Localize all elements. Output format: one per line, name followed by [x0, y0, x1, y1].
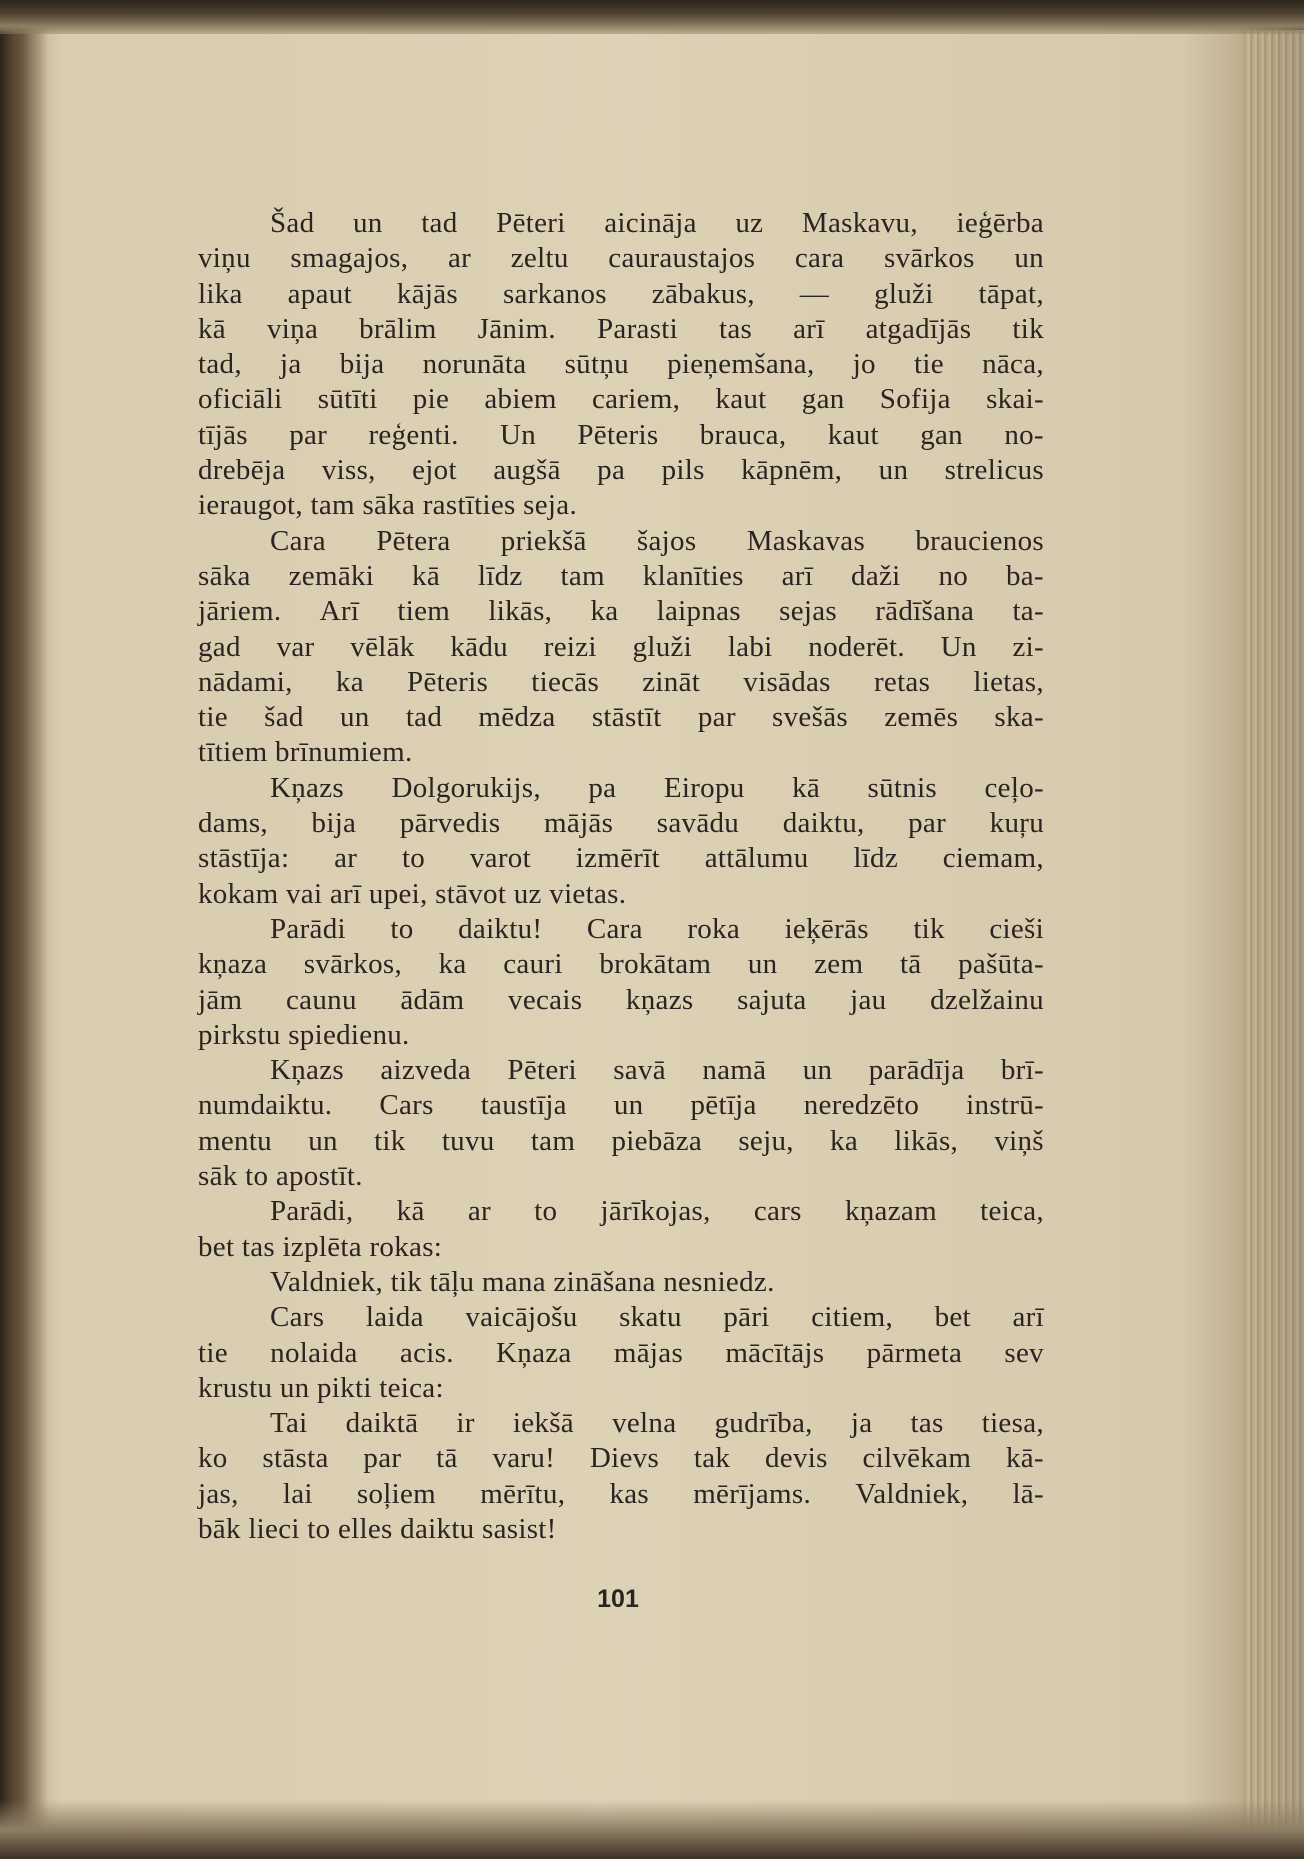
text-line: lika apaut kājās sarkanos zābakus, — gluži tāpat,	[198, 277, 1044, 310]
body-text	[198, 206, 1044, 1547]
text-line: jas, lai soļiem mērītu, kas mērījams. Valdniek, lā-	[198, 1477, 1044, 1510]
text-line: stāstīja: ar to varot izmērīt attālumu līdz ciemam,	[198, 842, 1044, 875]
text-line: tie nolaida acis. Kņaza mājas mācītājs pārmeta sev	[198, 1336, 1044, 1369]
text-line: tie šad un tad mēdza stāstīt par svešās zemēs ska-	[198, 701, 1044, 734]
top-edge	[0, 0, 1304, 34]
text-line: Parādi to daiktu! Cara roka ieķērās tik cieši	[270, 912, 1044, 945]
text-line: bāk lieci to elles daiktu sasist!	[198, 1512, 557, 1545]
text-line: sāk to apostīt.	[198, 1160, 363, 1193]
text-line: gad var vēlāk kādu reizi gluži labi noderēt. Un zi-	[198, 630, 1044, 663]
text-line: tījās par reģenti. Un Pēteris brauca, kaut gan no-	[198, 418, 1044, 451]
bottom-edge	[0, 1800, 1304, 1859]
text-line: kokam vai arī upei, stāvot uz vietas.	[198, 877, 627, 910]
binding-shadow	[0, 0, 48, 1859]
text-line: mentu un tik tuvu tam piebāza seju, ka likās, viņš	[198, 1124, 1044, 1157]
text-line: kā viņa brālim Jānim. Parasti tas arī atgadījās tik	[198, 312, 1044, 345]
text-line: Kņazs aizveda Pēteri savā namā un parādīja brī-	[270, 1054, 1044, 1087]
text-line: oficiāli sūtīti pie abiem cariem, kaut gan Sofija skai-	[198, 383, 1044, 416]
text-line: ieraugot, tam sāka rastīties seja.	[198, 489, 578, 522]
text-line: jām caunu ādām vecais kņazs sajuta jau dzelžainu	[198, 983, 1044, 1016]
text-line: kņaza svārkos, ka cauri brokātam un zem tā pašūta-	[198, 948, 1044, 981]
text-line: nādami, ka Pēteris tiecās zināt visādas retas lietas,	[198, 665, 1044, 698]
text-line: Valdniek, tik tāļu mana zināšana nesniedz.	[270, 1265, 775, 1298]
text-line: bet tas izplēta rokas:	[198, 1230, 443, 1263]
text-line: Cara Pētera priekšā šajos Maskavas braucienos	[270, 524, 1044, 557]
text-line: dams, bija pārvedis mājās savādu daiktu, par kuŗu	[198, 807, 1044, 840]
text-line: Tai daiktā ir iekšā velna gudrība, ja tas tiesa,	[270, 1407, 1044, 1440]
text-line: Cars laida vaicājošu skatu pāri citiem, bet arī	[270, 1301, 1044, 1334]
page-number: 101	[597, 1585, 639, 1613]
text-line: tad, ja bija norunāta sūtņu pieņemšana, jo tie nāca,	[198, 348, 1044, 381]
text-line: sāka zemāki kā līdz tam klanīties arī daži no ba-	[198, 559, 1044, 592]
text-line: ko stāsta par tā varu! Dievs tak devis cilvēkam kā-	[198, 1442, 1044, 1475]
text-line: numdaiktu. Cars taustīja un pētīja neredzēto instrū-	[198, 1089, 1044, 1122]
text-line: pirkstu spiedienu.	[198, 1018, 410, 1051]
text-line: jāriem. Arī tiem likās, ka laipnas sejas rādīšana ta-	[198, 595, 1044, 628]
text-line: Parādi, kā ar to jārīkojas, cars kņazam teica,	[270, 1195, 1044, 1228]
text-line: Kņazs Dolgorukijs, pa Eiropu kā sūtnis ceļo-	[270, 771, 1044, 804]
text-line: viņu smagajos, ar zeltu cauraustajos cara svārkos un	[198, 242, 1044, 275]
text-line: tītiem brīnumiem.	[198, 736, 413, 769]
text-line: krustu un pikti teica:	[198, 1371, 444, 1404]
page-edges	[1246, 30, 1304, 1859]
text-line: Šad un tad Pēteri aicināja uz Maskavu, ieģērba	[270, 207, 1044, 239]
text-line: drebēja viss, ejot augšā pa pils kāpnēm, un strelicus	[198, 454, 1044, 487]
